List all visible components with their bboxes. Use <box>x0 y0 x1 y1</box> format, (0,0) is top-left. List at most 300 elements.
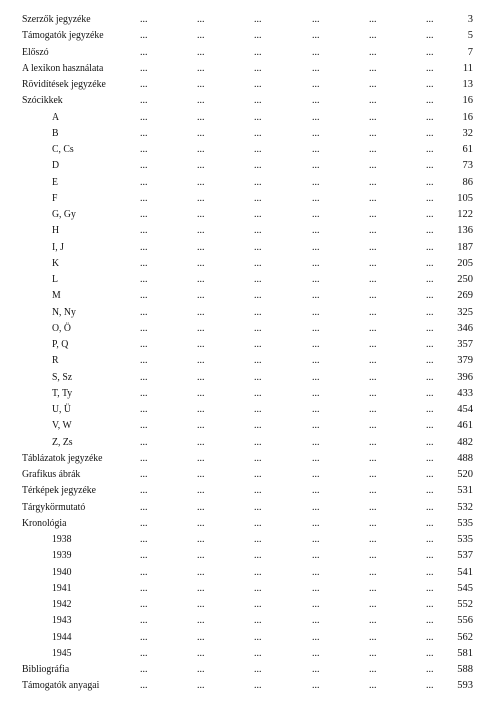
toc-entry <box>0 12 499 28</box>
toc-leader-dots: ... <box>426 615 434 627</box>
toc-leader-dots: ... <box>254 111 262 123</box>
toc-entry-page-number: 588 <box>457 664 473 675</box>
toc-entry-label: M <box>52 290 61 302</box>
toc-leader-dots: ... <box>140 14 148 25</box>
toc-leader-dots: ... <box>426 339 434 350</box>
toc-leader-dots: ... <box>140 79 148 90</box>
toc-leader-dots: ... <box>197 322 205 334</box>
toc-entry-label: H <box>52 225 60 237</box>
toc-leader-dots: ... <box>369 436 377 448</box>
toc-entry-label: G, Gy <box>52 209 76 220</box>
toc-entry <box>0 110 499 126</box>
toc-entry-label: A <box>52 111 60 123</box>
toc-leader-dots: ... <box>140 144 148 155</box>
toc-leader-dots: ... <box>197 176 205 188</box>
toc-leader-dots: ... <box>197 306 205 318</box>
toc-leader-dots: ... <box>369 387 377 399</box>
toc-entry-page-number: 136 <box>457 225 473 237</box>
toc-leader-dots: ... <box>312 534 320 545</box>
toc-leader-dots: ... <box>197 647 205 659</box>
toc-leader-dots: ... <box>312 631 320 643</box>
toc-leader-dots: ... <box>254 127 262 139</box>
toc-leader-dots: ... <box>254 631 262 643</box>
toc-leader-dots: ... <box>197 225 205 237</box>
toc-leader-dots: ... <box>426 355 434 367</box>
toc-entry-page-number: 581 <box>457 647 473 659</box>
toc-leader-dots: ... <box>426 517 434 529</box>
toc-leader-dots: ... <box>197 290 205 302</box>
toc-entry <box>0 61 499 77</box>
toc-leader-dots: ... <box>312 62 320 74</box>
toc-entry-page-number: 454 <box>457 404 473 415</box>
toc-entry <box>0 93 499 109</box>
toc-entry-page-number: 488 <box>457 452 473 464</box>
toc-leader-dots: ... <box>197 339 205 350</box>
toc-entry-page-number: 5 <box>467 30 473 42</box>
toc-leader-dots: ... <box>197 14 205 25</box>
toc-entry <box>0 256 499 272</box>
toc-leader-dots: ... <box>140 566 148 578</box>
toc-leader-dots: ... <box>254 582 262 594</box>
toc-entry <box>0 386 499 402</box>
toc-leader-dots: ... <box>254 144 262 155</box>
toc-leader-dots: ... <box>197 534 205 545</box>
toc-leader-dots: ... <box>369 46 377 58</box>
toc-entry-label: N, Ny <box>52 306 76 318</box>
toc-entry-page-number: 562 <box>457 631 473 643</box>
toc-leader-dots: ... <box>369 469 377 480</box>
toc-leader-dots: ... <box>254 501 262 513</box>
toc-entry-page-number: 86 <box>462 176 473 188</box>
toc-leader-dots: ... <box>312 225 320 237</box>
toc-leader-dots: ... <box>197 469 205 480</box>
toc-leader-dots: ... <box>140 46 148 58</box>
toc-entry-page-number: 535 <box>457 534 473 545</box>
toc-leader-dots: ... <box>140 582 148 594</box>
toc-leader-dots: ... <box>426 111 434 123</box>
toc-leader-dots: ... <box>312 176 320 188</box>
toc-leader-dots: ... <box>369 664 377 675</box>
toc-leader-dots: ... <box>312 615 320 627</box>
toc-leader-dots: ... <box>426 95 434 107</box>
toc-leader-dots: ... <box>426 566 434 578</box>
toc-leader-dots: ... <box>254 290 262 302</box>
toc-entry-page-number: 520 <box>457 469 473 480</box>
toc-leader-dots: ... <box>140 30 148 42</box>
toc-leader-dots: ... <box>140 420 148 432</box>
toc-entry-label: Tárgykörmutató <box>22 501 86 513</box>
toc-leader-dots: ... <box>197 160 205 172</box>
toc-entry-page-number: 3 <box>467 14 473 25</box>
toc-entry-label: O, Ö <box>52 322 71 334</box>
toc-leader-dots: ... <box>254 550 262 562</box>
toc-leader-dots: ... <box>140 339 148 350</box>
toc-entry <box>0 581 499 597</box>
toc-leader-dots: ... <box>369 339 377 350</box>
toc-leader-dots: ... <box>312 566 320 578</box>
toc-entry-label: 1942 <box>52 599 72 610</box>
toc-entry-page-number: 593 <box>457 680 473 692</box>
toc-leader-dots: ... <box>426 436 434 448</box>
toc-leader-dots: ... <box>197 371 205 383</box>
toc-leader-dots: ... <box>369 274 377 285</box>
toc-leader-dots: ... <box>140 209 148 220</box>
toc-leader-dots: ... <box>369 225 377 237</box>
toc-entry-label: 1941 <box>52 582 72 594</box>
toc-leader-dots: ... <box>426 290 434 302</box>
toc-entry-page-number: 250 <box>457 274 473 285</box>
toc-leader-dots: ... <box>197 680 205 692</box>
toc-leader-dots: ... <box>140 387 148 399</box>
toc-leader-dots: ... <box>254 420 262 432</box>
toc-leader-dots: ... <box>197 664 205 675</box>
toc-leader-dots: ... <box>369 517 377 529</box>
toc-entry-label: Támogatók jegyzéke <box>22 30 104 42</box>
toc-leader-dots: ... <box>254 664 262 675</box>
toc-leader-dots: ... <box>197 79 205 90</box>
toc-entry-label: Z, Zs <box>52 436 73 448</box>
toc-leader-dots: ... <box>426 582 434 594</box>
toc-leader-dots: ... <box>369 647 377 659</box>
toc-leader-dots: ... <box>312 144 320 155</box>
toc-leader-dots: ... <box>369 631 377 643</box>
toc-entry-label: Bibliográfia <box>22 664 70 675</box>
toc-leader-dots: ... <box>369 371 377 383</box>
toc-entry-label: A lexikon használata <box>22 62 104 74</box>
toc-leader-dots: ... <box>312 582 320 594</box>
toc-leader-dots: ... <box>312 30 320 42</box>
toc-leader-dots: ... <box>254 46 262 58</box>
toc-leader-dots: ... <box>140 452 148 464</box>
toc-leader-dots: ... <box>254 209 262 220</box>
toc-leader-dots: ... <box>140 274 148 285</box>
toc-entry <box>0 321 499 337</box>
toc-leader-dots: ... <box>254 339 262 350</box>
toc-entry-label: 1939 <box>52 550 72 562</box>
toc-leader-dots: ... <box>312 420 320 432</box>
toc-leader-dots: ... <box>254 469 262 480</box>
toc-leader-dots: ... <box>197 111 205 123</box>
toc-leader-dots: ... <box>254 176 262 188</box>
toc-leader-dots: ... <box>140 631 148 643</box>
toc-entry-label: Rövidítések jegyzéke <box>22 79 106 90</box>
toc-leader-dots: ... <box>369 79 377 90</box>
toc-leader-dots: ... <box>312 14 320 25</box>
toc-entry-page-number: 73 <box>462 160 473 172</box>
toc-leader-dots: ... <box>369 566 377 578</box>
toc-entry <box>0 175 499 191</box>
toc-entry <box>0 158 499 174</box>
toc-entry-page-number: 122 <box>457 209 473 220</box>
toc-leader-dots: ... <box>197 485 205 497</box>
toc-entry-page-number: 433 <box>457 387 473 399</box>
toc-entry-label: Grafikus ábrák <box>22 469 81 480</box>
toc-leader-dots: ... <box>312 46 320 58</box>
toc-leader-dots: ... <box>426 46 434 58</box>
toc-leader-dots: ... <box>312 517 320 529</box>
toc-leader-dots: ... <box>140 485 148 497</box>
toc-leader-dots: ... <box>140 160 148 172</box>
toc-entry <box>0 240 499 256</box>
toc-leader-dots: ... <box>312 241 320 253</box>
toc-entry-page-number: 105 <box>457 192 473 204</box>
toc-entry <box>0 467 499 483</box>
toc-entry-label: Térképek jegyzéke <box>22 485 97 497</box>
toc-entry-label: 1945 <box>52 647 72 659</box>
toc-leader-dots: ... <box>312 192 320 204</box>
toc-leader-dots: ... <box>254 452 262 464</box>
toc-entry-page-number: 357 <box>457 339 473 350</box>
toc-leader-dots: ... <box>312 680 320 692</box>
toc-leader-dots: ... <box>312 469 320 480</box>
toc-leader-dots: ... <box>140 306 148 318</box>
toc-leader-dots: ... <box>369 14 377 25</box>
toc-entry-label: L <box>52 274 58 285</box>
table-of-contents <box>0 12 499 695</box>
toc-leader-dots: ... <box>140 647 148 659</box>
toc-leader-dots: ... <box>369 534 377 545</box>
toc-entry <box>0 418 499 434</box>
toc-leader-dots: ... <box>254 30 262 42</box>
toc-leader-dots: ... <box>312 322 320 334</box>
toc-leader-dots: ... <box>426 160 434 172</box>
toc-leader-dots: ... <box>197 257 205 269</box>
toc-entry <box>0 288 499 304</box>
toc-leader-dots: ... <box>426 387 434 399</box>
toc-leader-dots: ... <box>254 14 262 25</box>
toc-leader-dots: ... <box>369 680 377 692</box>
toc-leader-dots: ... <box>369 420 377 432</box>
toc-leader-dots: ... <box>369 209 377 220</box>
toc-leader-dots: ... <box>254 404 262 415</box>
toc-entry-page-number: 461 <box>457 420 473 432</box>
toc-leader-dots: ... <box>426 501 434 513</box>
toc-leader-dots: ... <box>197 144 205 155</box>
toc-leader-dots: ... <box>369 176 377 188</box>
toc-leader-dots: ... <box>426 322 434 334</box>
toc-leader-dots: ... <box>426 192 434 204</box>
toc-leader-dots: ... <box>197 387 205 399</box>
toc-leader-dots: ... <box>369 550 377 562</box>
toc-leader-dots: ... <box>140 111 148 123</box>
toc-leader-dots: ... <box>369 111 377 123</box>
toc-leader-dots: ... <box>312 257 320 269</box>
toc-entry <box>0 223 499 239</box>
toc-leader-dots: ... <box>426 371 434 383</box>
toc-leader-dots: ... <box>197 615 205 627</box>
toc-entry-page-number: 552 <box>457 599 473 610</box>
toc-leader-dots: ... <box>140 550 148 562</box>
toc-leader-dots: ... <box>140 371 148 383</box>
toc-leader-dots: ... <box>197 95 205 107</box>
toc-entry-page-number: 531 <box>457 485 473 497</box>
toc-leader-dots: ... <box>197 436 205 448</box>
toc-leader-dots: ... <box>369 501 377 513</box>
toc-leader-dots: ... <box>426 176 434 188</box>
toc-leader-dots: ... <box>426 274 434 285</box>
toc-leader-dots: ... <box>312 160 320 172</box>
toc-leader-dots: ... <box>426 30 434 42</box>
toc-leader-dots: ... <box>197 501 205 513</box>
toc-leader-dots: ... <box>254 566 262 578</box>
toc-entry <box>0 646 499 662</box>
toc-entry <box>0 483 499 499</box>
toc-leader-dots: ... <box>197 599 205 610</box>
toc-leader-dots: ... <box>197 62 205 74</box>
toc-leader-dots: ... <box>369 127 377 139</box>
toc-leader-dots: ... <box>369 95 377 107</box>
toc-leader-dots: ... <box>369 599 377 610</box>
toc-leader-dots: ... <box>312 274 320 285</box>
toc-leader-dots: ... <box>312 599 320 610</box>
toc-entry-label: C, Cs <box>52 144 74 155</box>
toc-leader-dots: ... <box>254 355 262 367</box>
toc-entry-page-number: 545 <box>457 582 473 594</box>
toc-leader-dots: ... <box>254 79 262 90</box>
toc-entry <box>0 500 499 516</box>
toc-leader-dots: ... <box>254 599 262 610</box>
toc-leader-dots: ... <box>426 241 434 253</box>
toc-leader-dots: ... <box>369 582 377 594</box>
toc-leader-dots: ... <box>312 485 320 497</box>
toc-leader-dots: ... <box>197 30 205 42</box>
toc-entry-label: S, Sz <box>52 371 73 383</box>
toc-leader-dots: ... <box>254 95 262 107</box>
toc-leader-dots: ... <box>369 62 377 74</box>
toc-leader-dots: ... <box>140 322 148 334</box>
toc-entry-page-number: 61 <box>462 144 473 155</box>
toc-entry <box>0 402 499 418</box>
toc-leader-dots: ... <box>140 404 148 415</box>
toc-leader-dots: ... <box>426 550 434 562</box>
toc-entry-page-number: 532 <box>457 501 473 513</box>
toc-leader-dots: ... <box>426 79 434 90</box>
toc-leader-dots: ... <box>197 404 205 415</box>
toc-leader-dots: ... <box>426 420 434 432</box>
toc-leader-dots: ... <box>197 46 205 58</box>
toc-leader-dots: ... <box>140 615 148 627</box>
toc-entry <box>0 516 499 532</box>
toc-leader-dots: ... <box>140 599 148 610</box>
toc-leader-dots: ... <box>140 290 148 302</box>
toc-entry <box>0 45 499 61</box>
toc-leader-dots: ... <box>312 209 320 220</box>
toc-leader-dots: ... <box>426 452 434 464</box>
toc-leader-dots: ... <box>369 322 377 334</box>
toc-leader-dots: ... <box>140 534 148 545</box>
toc-entry-page-number: 541 <box>457 566 473 578</box>
toc-entry-page-number: 325 <box>457 306 473 318</box>
toc-leader-dots: ... <box>140 355 148 367</box>
toc-leader-dots: ... <box>197 582 205 594</box>
toc-entry-label: V, W <box>52 420 72 432</box>
toc-leader-dots: ... <box>197 274 205 285</box>
toc-leader-dots: ... <box>312 647 320 659</box>
toc-entry <box>0 613 499 629</box>
toc-leader-dots: ... <box>140 95 148 107</box>
toc-entry-page-number: 32 <box>462 127 473 139</box>
toc-entry-label: P, Q <box>52 339 69 350</box>
toc-leader-dots: ... <box>197 355 205 367</box>
toc-entry <box>0 597 499 613</box>
toc-leader-dots: ... <box>312 306 320 318</box>
toc-leader-dots: ... <box>426 404 434 415</box>
toc-leader-dots: ... <box>197 517 205 529</box>
toc-leader-dots: ... <box>426 14 434 25</box>
toc-entry-label: 1943 <box>52 615 72 627</box>
toc-leader-dots: ... <box>369 485 377 497</box>
toc-leader-dots: ... <box>140 241 148 253</box>
toc-leader-dots: ... <box>426 647 434 659</box>
toc-leader-dots: ... <box>254 241 262 253</box>
toc-leader-dots: ... <box>426 225 434 237</box>
toc-leader-dots: ... <box>254 225 262 237</box>
toc-leader-dots: ... <box>369 290 377 302</box>
toc-entry-page-number: 16 <box>462 95 473 107</box>
toc-entry <box>0 435 499 451</box>
toc-entry-label: I, J <box>52 241 64 253</box>
toc-leader-dots: ... <box>369 306 377 318</box>
toc-leader-dots: ... <box>140 225 148 237</box>
toc-leader-dots: ... <box>312 339 320 350</box>
toc-leader-dots: ... <box>312 387 320 399</box>
toc-entry <box>0 142 499 158</box>
toc-leader-dots: ... <box>312 290 320 302</box>
toc-entry-label: 1944 <box>52 631 72 643</box>
toc-leader-dots: ... <box>254 534 262 545</box>
toc-entry-page-number: 187 <box>457 241 473 253</box>
toc-entry-page-number: 537 <box>457 550 473 562</box>
toc-leader-dots: ... <box>254 192 262 204</box>
toc-leader-dots: ... <box>369 192 377 204</box>
toc-entry-label: 1938 <box>52 534 72 545</box>
toc-leader-dots: ... <box>369 257 377 269</box>
toc-entry <box>0 532 499 548</box>
toc-entry-label: E <box>52 176 58 188</box>
toc-leader-dots: ... <box>254 62 262 74</box>
toc-leader-dots: ... <box>426 144 434 155</box>
toc-leader-dots: ... <box>312 355 320 367</box>
toc-entry-label: B <box>52 127 59 139</box>
toc-leader-dots: ... <box>426 631 434 643</box>
toc-leader-dots: ... <box>426 62 434 74</box>
toc-leader-dots: ... <box>140 664 148 675</box>
toc-entry <box>0 662 499 678</box>
toc-leader-dots: ... <box>312 501 320 513</box>
toc-entry <box>0 451 499 467</box>
toc-entry-label: Szerzők jegyzéke <box>22 14 91 25</box>
toc-entry-label: D <box>52 160 60 172</box>
toc-leader-dots: ... <box>140 257 148 269</box>
toc-entry-label: Szócikkek <box>22 95 63 107</box>
toc-leader-dots: ... <box>254 322 262 334</box>
toc-leader-dots: ... <box>369 144 377 155</box>
toc-leader-dots: ... <box>426 680 434 692</box>
toc-entry-page-number: 11 <box>462 62 473 74</box>
toc-leader-dots: ... <box>426 209 434 220</box>
toc-entry <box>0 353 499 369</box>
toc-leader-dots: ... <box>312 550 320 562</box>
toc-entry-page-number: 205 <box>457 257 473 269</box>
toc-entry <box>0 77 499 93</box>
toc-leader-dots: ... <box>197 192 205 204</box>
toc-entry-page-number: 269 <box>457 290 473 302</box>
toc-leader-dots: ... <box>254 647 262 659</box>
toc-entry-page-number: 482 <box>457 436 473 448</box>
toc-leader-dots: ... <box>140 62 148 74</box>
toc-entry <box>0 191 499 207</box>
toc-entry-label: Előszó <box>22 46 49 58</box>
